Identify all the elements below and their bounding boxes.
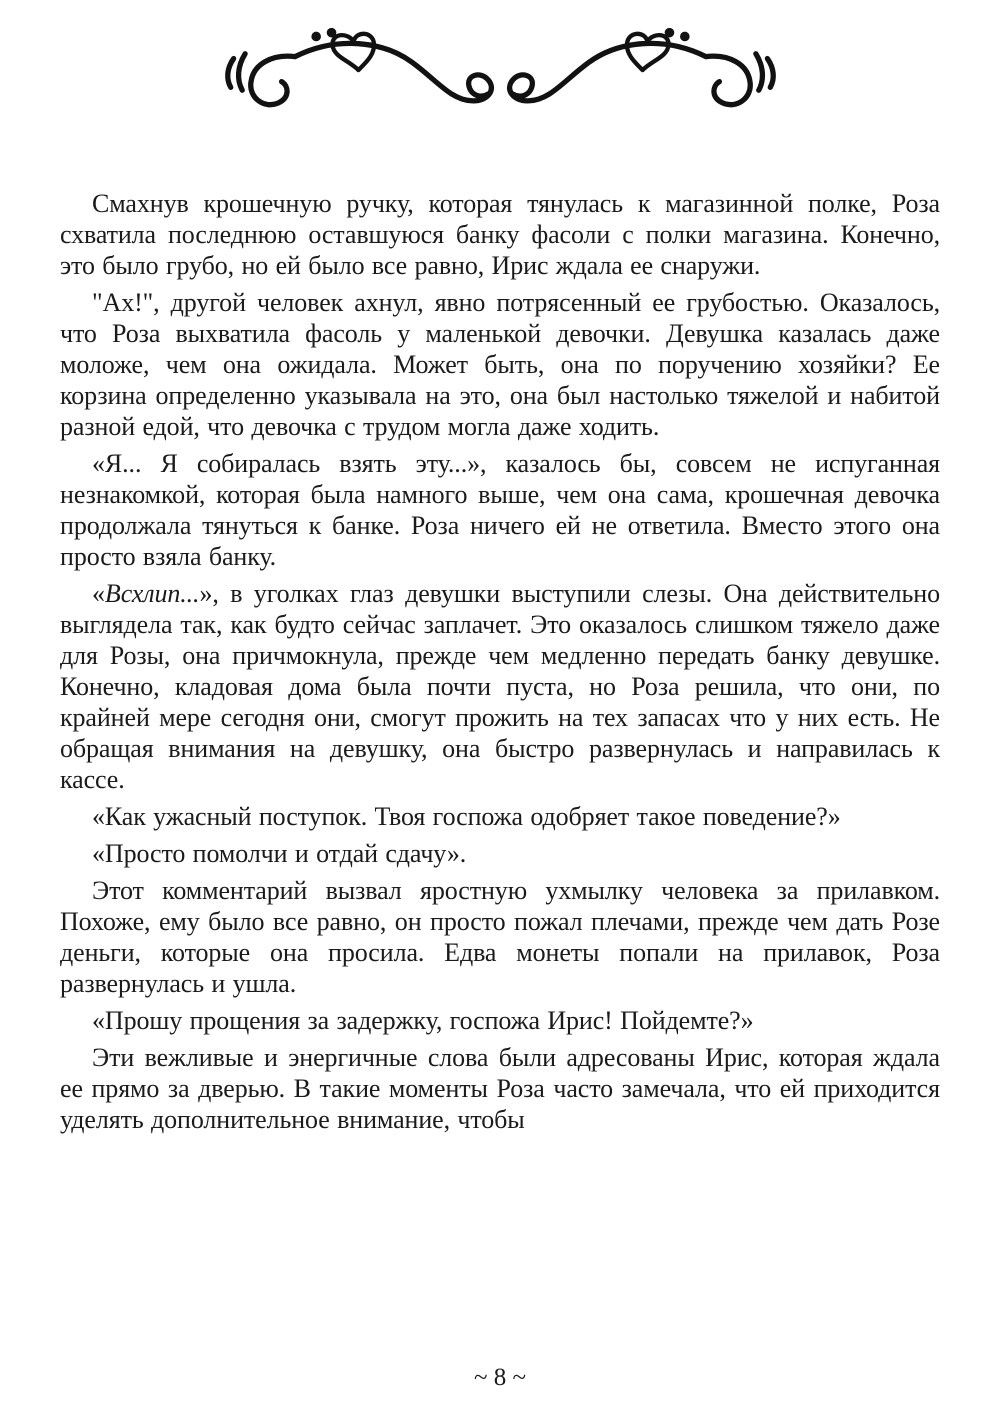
- paragraph: Этот комментарий вызвал яростную ухмылку человека за прилавком. Похоже, ему было все равно, он просто пожал плечами, прежде чем дать Розе деньги, которые она просила. Едва монеты попали на прилавок, Роза развернулась и ушла.: [60, 876, 940, 998]
- paragraph: "Ах!", другой человек ахнул, явно потрясенный ее грубостью. Оказалось, что Роза выхватила фасоль у маленькой девочки. Девушка казалась даже моложе, чем она ожидала. Может быть, она по поручению хозяйки? Ее корзина определенно указывала на это, она был настолько тяжелой и набитой разной едой, что девочка с трудом могла даже ходить.: [60, 288, 940, 441]
- paragraph: «Как ужасный поступок. Твоя госпожа одобряет такое поведение?»: [92, 802, 841, 831]
- heart-icon: [626, 34, 668, 70]
- dot-icon: [311, 32, 321, 42]
- paragraph: Эти вежливые и энергичные слова были адресованы Ирис, которая ждала ее прямо за дверью. В такие моменты Роза часто замечала, что ей приходится уделять дополнительное внимание, чтобы: [60, 1043, 940, 1134]
- paragraph: [60, 578, 940, 795]
- quote-open-mark: «: [92, 579, 105, 608]
- flourish-right-half: [509, 28, 773, 105]
- dot-icon: [680, 32, 690, 42]
- heart-icon: [332, 34, 374, 70]
- sob-italic-text: Всхлип...: [104, 579, 200, 608]
- paragraph: «Прошу прощения за задержку, госпожа Ирис! Пойдемте?»: [92, 1006, 754, 1035]
- dot-icon: [326, 28, 336, 38]
- dot-icon: [664, 28, 674, 38]
- paragraph: «Просто помолчи и отдай сдачу».: [92, 839, 467, 868]
- paragraph: «Я... Я собиралась взять эту...», казалось бы, совсем не испуганная незнакомкой, которая была намного выше, чем она сама, крошечная девочка продолжала тянуться к банке. Роза ничего ей не ответила. Вместо этого она просто взяла банку.: [60, 449, 940, 571]
- flourish-left-half: [227, 28, 491, 105]
- page-number: ~ 8 ~: [473, 1364, 527, 1391]
- hearts-flourish-ornament: [213, 24, 788, 120]
- paragraph: Смахнув крошечную ручку, которая тянулась к магазинной полке, Роза схватила последнюю оставшуюся банку фасоли с полки магазина. Конечно, это было грубо, но ей было все равно, Ирис ждала ее снаружи.: [60, 189, 940, 280]
- page-text: [60, 188, 940, 1135]
- paragraph-text: », в уголках глаз девушки выступили слезы. Она действительно выглядела так, как будто сейчас заплачет. Это оказалось слишком тяжело даже для Розы, она причмокнула, прежде чем медленно передать банку девушке. Конечно, кладовая дома была почти пуста, но Роза решила, что они, по крайней мере сегодня они, смогут прожить на тех запасах что у них есть. Не обращая внимания на девушку, она быстро развернулась и направилась к кассе.: [60, 579, 940, 794]
